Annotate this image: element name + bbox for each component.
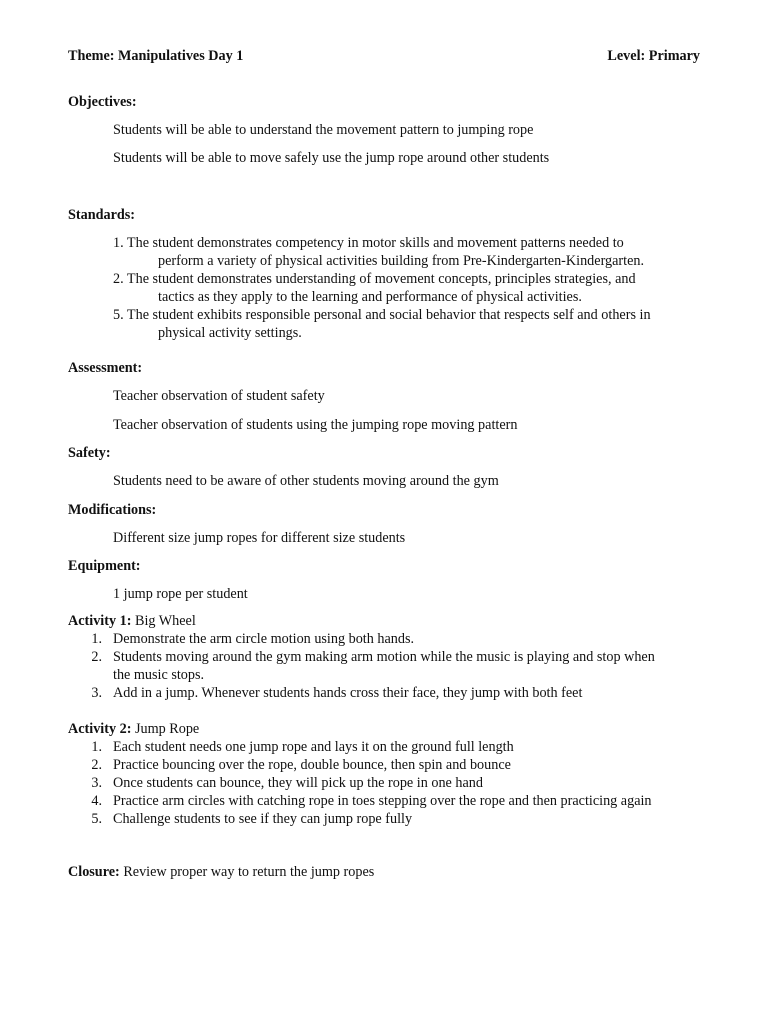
equipment-text: 1 jump rope per student [113, 586, 248, 602]
standard-item-line1: 5. The student exhibits responsible personal and social behavior that respects self and others in [113, 307, 651, 323]
objective-item: Students will be able to understand the movement pattern to jumping rope [113, 122, 534, 138]
level-label: Level: Primary [607, 48, 700, 64]
modifications-heading: Modifications: [68, 502, 157, 518]
activity1-item: Demonstrate the arm circle motion using both hands. [113, 631, 415, 647]
activity1-item: Add in a jump. Whenever students hands cross their face, they jump with both feet [113, 685, 583, 701]
safety-text: Students need to be aware of other students moving around the gym [113, 473, 499, 489]
activity2-item-number: 3. [91, 775, 102, 791]
activity1-item: Students moving around the gym making arm motion while the music is playing and stop when [113, 649, 655, 665]
activity2-item: Each student needs one jump rope and lays it on the ground full length [113, 739, 514, 755]
closure-line [68, 863, 374, 881]
closure-text: Review proper way to return the jump ropes [123, 864, 375, 880]
equipment-heading: Equipment: [68, 558, 141, 574]
activity2-item-number: 1. [91, 739, 102, 755]
standard-item-line2: physical activity settings. [158, 325, 302, 341]
assessment-item: Teacher observation of students using the jumping rope moving pattern [113, 417, 518, 433]
activity2-item-number: 2. [91, 757, 102, 773]
activity2-item-number: 4. [91, 793, 102, 809]
theme-title: Theme: Manipulatives Day 1 [68, 48, 244, 64]
assessment-item: Teacher observation of student safety [113, 388, 325, 404]
closure-label: Closure: [68, 864, 120, 880]
activity1-item-number: 2. [91, 649, 102, 665]
activity1-heading [68, 612, 196, 630]
activity1-title: Big Wheel [134, 613, 196, 629]
assessment-heading: Assessment: [68, 360, 143, 376]
activity2-title: Jump Rope [134, 721, 200, 737]
modifications-text: Different size jump ropes for different size students [113, 530, 406, 546]
activity1-item-number: 3. [91, 685, 102, 701]
standards-heading: Standards: [68, 207, 136, 223]
standard-item-line1: 1. The student demonstrates competency in motor skills and movement patterns needed to [113, 235, 624, 251]
activity2-item: Practice arm circles with catching rope in toes stepping over the rope and then practicing again [113, 793, 652, 809]
activity2-heading [68, 720, 199, 738]
activity2-item-number: 5. [91, 811, 102, 827]
objectives-heading: Objectives: [68, 94, 137, 110]
standard-item-line1: 2. The student demonstrates understanding of movement concepts, principles strategies, and [113, 271, 636, 287]
standard-item-line2: perform a variety of physical activities building from Pre-Kindergarten-Kindergarten. [158, 253, 645, 269]
objective-item: Students will be able to move safely use the jump rope around other students [113, 150, 550, 166]
activity1-label: Activity 1: [68, 613, 132, 629]
activity2-label: Activity 2: [68, 721, 132, 737]
activity1-item-number: 1. [91, 631, 102, 647]
standard-item-line2: tactics as they apply to the learning and performance of physical activities. [158, 289, 582, 305]
activity2-item: Once students can bounce, they will pick up the rope in one hand [113, 775, 483, 791]
activity2-item: Challenge students to see if they can jump rope fully [113, 811, 413, 827]
safety-heading: Safety: [68, 445, 111, 461]
activity1-item-continuation: the music stops. [113, 667, 205, 683]
activity2-item: Practice bouncing over the rope, double bounce, then spin and bounce [113, 757, 511, 773]
